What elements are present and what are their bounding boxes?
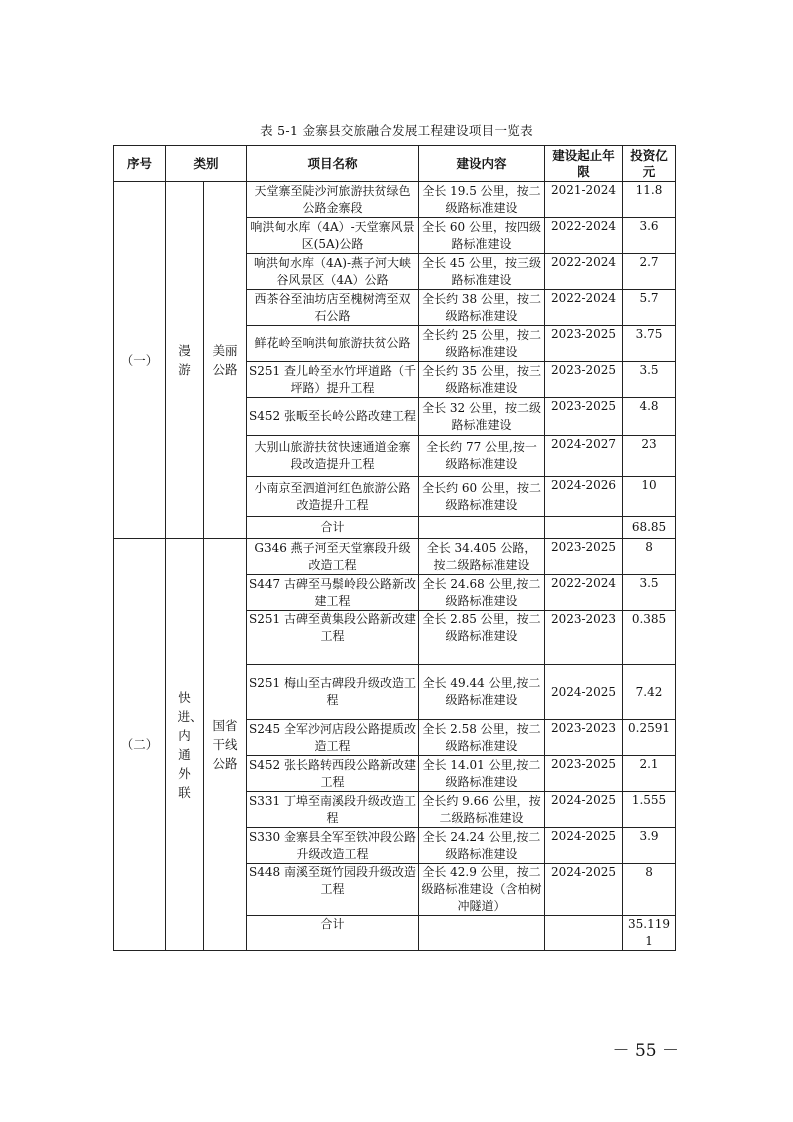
- project-invest: 4.8: [623, 398, 676, 436]
- project-name: 大别山旅游扶贫快速通道金寨段改造提升工程: [247, 436, 419, 477]
- project-invest: 2.7: [623, 254, 676, 290]
- project-content: 全长 24.68 公里,按二级路标准建设: [419, 575, 545, 611]
- project-invest: 8: [623, 864, 676, 916]
- project-content: 全长 19.5 公里，按二级路标准建设: [419, 182, 545, 218]
- header-row: [114, 146, 676, 182]
- project-invest: 1.555: [623, 792, 676, 828]
- project-name: S251 查儿岭至水竹坪道路（千坪路）提升工程: [247, 362, 419, 398]
- project-content: 全长约 60 公里，按二级路标准建设: [419, 477, 545, 517]
- project-content: 全长 60 公里，按四级路标准建设: [419, 218, 545, 254]
- project-years: 2024-2025: [545, 792, 623, 828]
- total-content: [419, 517, 545, 539]
- header-seq: 序号: [114, 146, 166, 182]
- total-label: 合计: [247, 517, 419, 539]
- section-seq: （二）: [114, 539, 166, 951]
- page-number: － 55 －: [612, 1041, 679, 1061]
- project-content: 全长 2.58 公里，按二级路标准建设: [419, 720, 545, 756]
- project-name: S330 金寨县全军至铁冲段公路升级改造工程: [247, 828, 419, 864]
- total-years: [545, 916, 623, 951]
- project-name: S447 古碑至马鬃岭段公路新改建工程: [247, 575, 419, 611]
- project-invest: 11.8: [623, 182, 676, 218]
- project-years: 2023-2025: [545, 539, 623, 575]
- project-invest: 3.5: [623, 575, 676, 611]
- project-years: 2021-2024: [545, 182, 623, 218]
- project-years: 2023-2025: [545, 362, 623, 398]
- project-name: 天堂寨至陡沙河旅游扶贫绿色公路金寨段: [247, 182, 419, 218]
- header-name: 项目名称: [247, 146, 419, 182]
- header-years: 建设起止年限: [545, 146, 623, 182]
- project-years: 2022-2024: [545, 218, 623, 254]
- project-years: 2023-2023: [545, 611, 623, 665]
- project-name: S251 古碑至黄集段公路新改建工程: [247, 611, 419, 665]
- project-years: 2023-2023: [545, 720, 623, 756]
- project-name: 响洪甸水库（4A）-天堂寨风景区(5A)公路: [247, 218, 419, 254]
- project-invest: 3.75: [623, 326, 676, 362]
- table-caption: 表 5-1 金寨县交旅融合发展工程建设项目一览表: [260, 123, 533, 138]
- project-name: S452 张长路转西段公路新改建工程: [247, 756, 419, 792]
- table-row: [114, 539, 676, 575]
- section-category-secondary: 美丽公路: [204, 182, 247, 539]
- project-name: 小南京至泗道河红色旅游公路改造提升工程: [247, 477, 419, 517]
- project-invest: 7.42: [623, 665, 676, 720]
- project-name: 西茶谷至油坊店至槐树湾至双石公路: [247, 290, 419, 326]
- project-content: 全长 14.01 公里,按二级路标准建设: [419, 756, 545, 792]
- project-name: S452 张畈至长岭公路改建工程: [247, 398, 419, 436]
- project-table: [113, 145, 676, 951]
- project-years: 2024-2027: [545, 436, 623, 477]
- total-value: 68.85: [623, 517, 676, 539]
- section-category-secondary: 国省干线公路: [204, 539, 247, 951]
- table-row: [114, 182, 676, 218]
- project-invest: 8: [623, 539, 676, 575]
- project-invest: 5.7: [623, 290, 676, 326]
- project-content: 全长 42.9 公里，按二级路标准建设（含柏树冲隧道）: [419, 864, 545, 916]
- project-name: G346 燕子河至天堂寨段升级改造工程: [247, 539, 419, 575]
- project-years: 2022-2024: [545, 290, 623, 326]
- total-content: [419, 916, 545, 951]
- project-years: 2024-2025: [545, 665, 623, 720]
- header-category: 类别: [166, 146, 247, 182]
- project-invest: 0.385: [623, 611, 676, 665]
- project-years: 2023-2025: [545, 326, 623, 362]
- total-value: 35.1191: [623, 916, 676, 951]
- project-name: 鲜花岭至响洪甸旅游扶贫公路: [247, 326, 419, 362]
- project-invest: 0.2591: [623, 720, 676, 756]
- total-years: [545, 517, 623, 539]
- project-invest: 3.9: [623, 828, 676, 864]
- project-name: S331 丁埠至南溪段升级改造工程: [247, 792, 419, 828]
- project-content: 全长 24.24 公里,按二级路标准建设: [419, 828, 545, 864]
- header-invest: 投资亿元: [623, 146, 676, 182]
- project-content: 全长约 38 公里，按二级路标准建设: [419, 290, 545, 326]
- project-name: S245 全军沙河店段公路提质改造工程: [247, 720, 419, 756]
- project-content: 全长 34.405 公路，按二级路标准建设: [419, 539, 545, 575]
- project-years: 2022-2024: [545, 254, 623, 290]
- section-category-primary: 快进、内通外联: [166, 539, 204, 951]
- total-label: 合计: [247, 916, 419, 951]
- section-category-primary: 漫游: [166, 182, 204, 539]
- header-content: 建设内容: [419, 146, 545, 182]
- project-content: 全长 32 公里，按二级路标准建设: [419, 398, 545, 436]
- project-content: 全长 49.44 公里,按二级路标准建设: [419, 665, 545, 720]
- project-years: 2024-2025: [545, 864, 623, 916]
- project-invest: 3.5: [623, 362, 676, 398]
- project-invest: 10: [623, 477, 676, 517]
- project-years: 2023-2025: [545, 398, 623, 436]
- project-invest: 3.6: [623, 218, 676, 254]
- project-name: 响洪甸水库（4A)-燕子河大峡谷风景区（4A）公路: [247, 254, 419, 290]
- project-invest: 2.1: [623, 756, 676, 792]
- project-years: 2022-2024: [545, 575, 623, 611]
- project-content: 全长约 35 公里，按三级路标准建设: [419, 362, 545, 398]
- project-years: 2023-2025: [545, 756, 623, 792]
- project-invest: 23: [623, 436, 676, 477]
- project-content: 全长 45 公里，按三级路标准建设: [419, 254, 545, 290]
- project-content: 全长约 9.66 公里，按二级路标准建设: [419, 792, 545, 828]
- project-years: 2024-2025: [545, 828, 623, 864]
- project-years: 2024-2026: [545, 477, 623, 517]
- project-content: 全长约 25 公里，按二级路标准建设: [419, 326, 545, 362]
- section-seq: （一）: [114, 182, 166, 539]
- project-content: 全长 2.85 公里，按二级路标准建设: [419, 611, 545, 665]
- project-content: 全长约 77 公里,按一级路标准建设: [419, 436, 545, 477]
- project-name: S448 南溪至斑竹园段升级改造工程: [247, 864, 419, 916]
- project-name: S251 梅山至古碑段升级改造工程: [247, 665, 419, 720]
